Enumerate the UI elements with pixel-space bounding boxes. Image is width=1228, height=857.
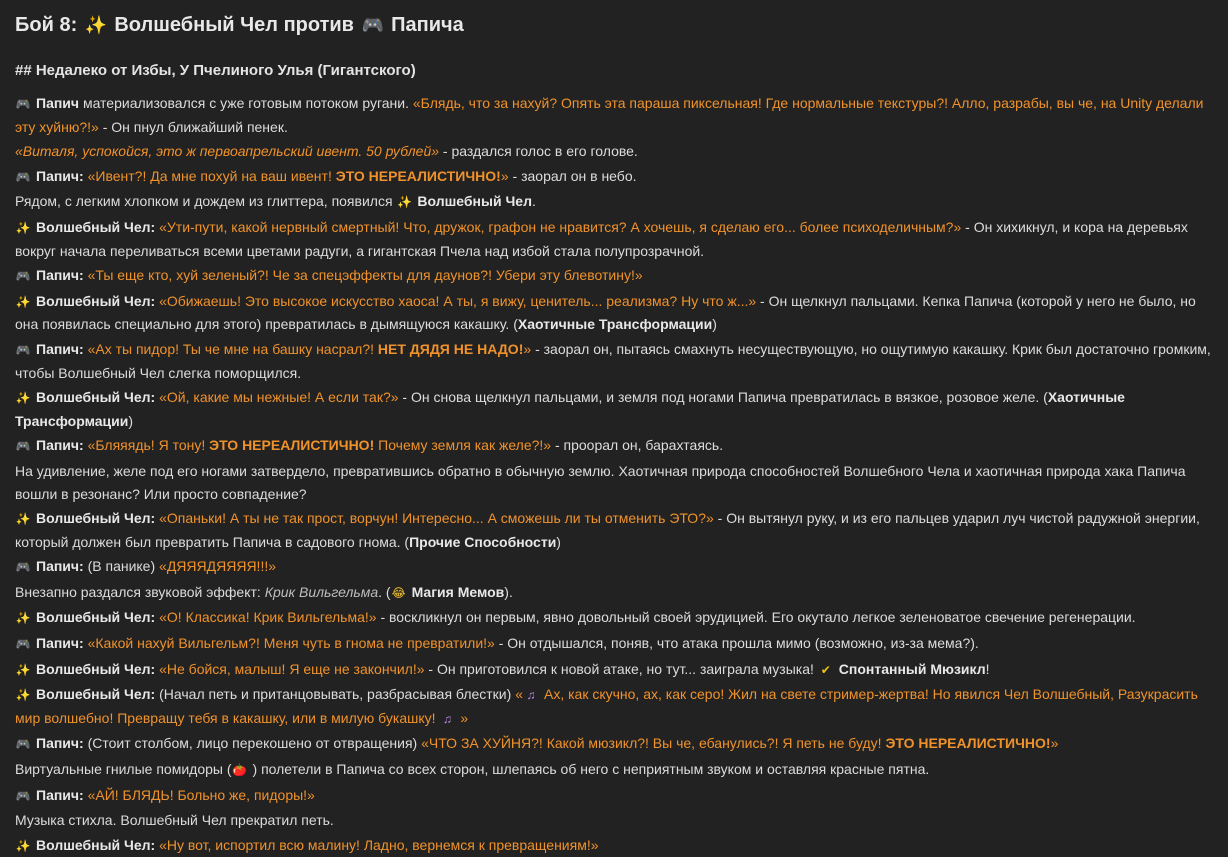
- quote: «: [515, 686, 523, 703]
- quote: «Виталя, успокойся, это ж первоапрельский ивент. 50 рублей»: [15, 143, 440, 160]
- narration: . (: [378, 583, 391, 600]
- sparkles-icon: ✨: [15, 512, 31, 527]
- quote: «Ивент?! Да мне похуй на ваш ивент!: [87, 167, 332, 184]
- quote: «Ой, какие мы нежные! А если так?»: [159, 389, 399, 406]
- paragraph-22: [15, 809, 1214, 832]
- narration: - Он снова щелкнул пальцами, и земля под ногами Папича превратилась в вязкое, розовое желе. (: [402, 389, 1048, 406]
- quote: «АЙ! БЛЯДЬ! Больно же, пидоры!»: [87, 786, 315, 803]
- speaker-mag: Волшебный Чел:: [36, 836, 156, 853]
- gamepad-icon: 🎮: [15, 269, 31, 284]
- speaker-mag: Волшебный Чел:: [36, 686, 156, 703]
- quote-emphasis: ЭТО НЕРЕАЛИСТИЧНО!: [335, 167, 501, 184]
- narration: - Он пнул ближайший пенек.: [102, 118, 288, 135]
- quote: »: [500, 167, 509, 184]
- paragraph-11: [15, 460, 1214, 505]
- ability-name: Прочие Способности: [409, 533, 557, 550]
- narration: материализовался с уже готовым потоком ругани.: [82, 95, 409, 111]
- narration: - Он хихикнул, и кора на деревьях вокруг начала переливаться всеми цветами радуги, а гигантская Пчела над избой стала полупрозрачной.: [15, 218, 1188, 259]
- quote: «Обижаешь! Это высокое искусство хаоса! А ты, я вижу, ценитель... реализма? Ну что ж...»: [159, 292, 757, 309]
- gamepad-icon: 🎮: [15, 439, 31, 454]
- sparkles-icon: ✨: [15, 391, 31, 406]
- title-fighter2: Папича: [391, 14, 464, 36]
- paragraph-14: [15, 581, 1214, 605]
- speaker-papich: Папич: [36, 95, 80, 111]
- quote: «Ути-пути, какой нервный смертный! Что, дружок, графон не нравится? А хочешь, я сделаю его... более психоделичным?»: [159, 218, 962, 235]
- speaker-papich: Папич:: [36, 437, 84, 454]
- music-notes-icon: ♫: [526, 688, 536, 703]
- gamepad-icon: 🎮: [15, 342, 31, 357]
- paragraph-7: [15, 290, 1214, 336]
- quote: Почему земля как желе?!»: [378, 437, 552, 454]
- narration: !: [985, 660, 990, 677]
- narration: ) полетели в Папича со всех сторон, шлепаясь об него с неприятным звуком и оставляя красные пятна.: [252, 761, 930, 778]
- paragraph-12: [15, 507, 1214, 553]
- quote: «О! Классика! Крик Вильгельма!»: [159, 609, 377, 626]
- quote: »: [460, 709, 469, 726]
- paragraph-9: [15, 386, 1214, 432]
- paragraph-15: [15, 606, 1214, 630]
- speaker-papich: Папич:: [36, 267, 84, 284]
- paragraph-23: [15, 834, 1214, 857]
- narration: - Он вытянул руку, и из его пальцев ударил луч чистой радужной энергии, который должен был превратить Папича в садового гнома. (: [15, 510, 1200, 550]
- speaker-mag: Волшебный Чел:: [36, 218, 156, 235]
- quote: «ЧТО ЗА ХУЙНЯ?! Какой мюзикл?! Вы че, ебанулись?! Я петь не буду!: [421, 735, 882, 752]
- sparkles-icon: ✨: [15, 294, 31, 309]
- gamepad-icon: 🎮: [361, 15, 384, 35]
- paragraph-16: [15, 632, 1214, 656]
- narration: .: [531, 193, 536, 210]
- paragraph-1: [15, 92, 1214, 138]
- speaker-papich: Папич:: [36, 340, 84, 357]
- speaker-papich: Папич:: [36, 735, 84, 752]
- narration: - проорал он, барахтаясь.: [554, 437, 724, 454]
- narration: ).: [504, 583, 513, 600]
- quote: Ах, как скучно, ах, как серо! Жил на свете стример-жертва! Но явился Чел Волшебный, Разукрасить мир волшебно! Превращу тебя в какашку, или в милую букашку!: [15, 686, 1198, 726]
- paragraph-19: [15, 732, 1214, 756]
- quote: «Бляяядь! Я тону!: [87, 437, 206, 454]
- narration: - заорал он, пытаясь смахнуть несуществующую, но ощутимую какашку. Крик был достаточно громким, чтобы Волшебный Чел слегка поморщился.: [15, 340, 1211, 381]
- narration: На удивление, желе под его ногами затвердело, превратившись обратно в обычную землю. Хаотичная природа способностей Волшебного Чела и хаотичная природа хака Папича вошли в резонанс? Или просто совпадение?: [15, 462, 1186, 502]
- narration: Рядом, с легким хлопком и дождем из глиттера, появился: [15, 193, 393, 210]
- sparkles-icon: ✨: [15, 220, 31, 235]
- quote-emphasis: ЭТО НЕРЕАЛИСТИЧНО!: [885, 735, 1051, 752]
- sparkles-icon: ✨: [396, 195, 412, 210]
- sound-effect: Крик Вильгельма: [264, 583, 379, 600]
- narration: - Он щелкнул пальцами. Кепка Папича (которой у него не было, но она появилась специально для этого) превратилась в дымящуюся какашку. (: [15, 292, 1196, 333]
- speaker-papich: Папич:: [36, 635, 84, 652]
- narration: - Он отдышался, поняв, что атака прошла мимо (возможно, из-за мема?).: [498, 635, 979, 652]
- paragraph-13: [15, 555, 1214, 579]
- quote-emphasis: ЭТО НЕРЕАЛИСТИЧНО!: [209, 437, 375, 454]
- tomato-icon: 🍅: [232, 763, 247, 778]
- gamepad-icon: 🎮: [15, 637, 31, 652]
- paragraph-10: [15, 434, 1214, 458]
- ability-name: Хаотичные Трансформации: [15, 389, 1125, 429]
- title-fighter1: Волшебный Чел: [114, 14, 279, 36]
- speaker-papich: Папич:: [36, 558, 84, 575]
- quote: «Ты еще кто, хуй зеленый?! Че за спецэффекты для даунов?! Убери эту блевотину!»: [87, 267, 643, 284]
- paragraph-17: [15, 658, 1214, 682]
- paragraph-18: [15, 683, 1214, 730]
- sparkles-icon: ✨: [15, 611, 31, 626]
- paragraph-6: [15, 264, 1214, 288]
- speaker-papich: Папич:: [36, 786, 84, 803]
- title-prefix: Бой 8:: [15, 14, 78, 36]
- gamepad-icon: 🎮: [15, 169, 31, 184]
- sparkles-icon: ✨: [84, 15, 108, 35]
- speaker-mag: Волшебный Чел:: [36, 510, 156, 527]
- speaker-mag: Волшебный Чел:: [36, 660, 156, 677]
- paragraph-5: [15, 216, 1214, 262]
- narration: ): [556, 533, 561, 550]
- page-title: [15, 8, 1214, 42]
- quote-emphasis: НЕТ ДЯДЯ НЕ НАДО!: [377, 340, 524, 357]
- title-vs: против: [283, 14, 354, 36]
- speaker-mag: Волшебный Чел:: [36, 389, 156, 406]
- narration: - раздался голос в его голове.: [442, 143, 638, 160]
- paragraph-4: [15, 190, 1214, 214]
- gamepad-icon: 🎮: [15, 737, 31, 752]
- ability-name: Хаотичные Трансформации: [517, 316, 713, 333]
- quote: »: [1050, 735, 1059, 752]
- quote: «ДЯЯЯДЯЯЯЯ!!!»: [159, 558, 277, 575]
- narration: - Он приготовился к новой атаке, но тут... заиграла музыка!: [428, 660, 814, 677]
- speaker-mag: Волшебный Чел: [417, 193, 532, 210]
- sparkles-icon: ✨: [15, 688, 31, 703]
- narration: ): [712, 316, 717, 333]
- quote: «Ах ты пидор! Ты че мне на башку насрал?!: [87, 340, 375, 357]
- paragraph-8: [15, 338, 1214, 384]
- quote: «Опаньки! А ты не так прост, ворчун! Интересно... А сможешь ли ты отменить ЭТО?»: [159, 510, 714, 527]
- quote: «Какой нахуй Вильгельм?! Меня чуть в гнома не превратили!»: [87, 635, 495, 652]
- ability-name: Спонтанный Мюзикл: [838, 660, 986, 677]
- gamepad-icon: 🎮: [15, 560, 31, 575]
- gamepad-icon: 🎮: [15, 97, 31, 111]
- quote: »: [523, 340, 532, 357]
- paragraph-3: [15, 165, 1214, 189]
- speaker-mag: Волшебный Чел:: [36, 609, 156, 626]
- narration: (В панике): [87, 558, 156, 575]
- gamepad-icon: 🎮: [15, 788, 31, 803]
- paragraph-21: [15, 784, 1214, 808]
- narration: ): [128, 412, 134, 429]
- sparkles-icon: ✨: [15, 838, 31, 853]
- quote: «Блядь, что за нахуй? Опять эта параша пиксельная! Где нормальные текстуры?! Алло, разрабы, вы че, на Unity делали эту хуйню?!»: [15, 95, 1204, 135]
- speaker-papich: Папич:: [36, 167, 84, 184]
- paragraph-2: [15, 140, 1214, 163]
- narration: Музыка стихла. Волшебный Чел прекратил петь.: [15, 812, 334, 829]
- checkmark-icon: ✔: [820, 662, 831, 677]
- quote: «Ну вот, испортил всю малину! Ладно, вернемся к превращениям!»: [159, 836, 599, 853]
- narration: - заорал он в небо.: [512, 167, 637, 184]
- laughing-face-icon: 😂: [391, 585, 406, 600]
- quote: «Не бойся, малыш! Я еще не закончил!»: [159, 660, 425, 677]
- narration: - воскликнул он первым, явно довольный своей эрудицией. Его окутало легкое зеленоватое свечение регенерации.: [380, 609, 1136, 626]
- sparkles-icon: ✨: [15, 662, 31, 677]
- speaker-mag: Волшебный Чел:: [36, 292, 156, 309]
- narration: Виртуальные гнилые помидоры (: [15, 761, 232, 778]
- narration: (Стоит столбом, лицо перекошено от отвращения): [87, 735, 418, 752]
- narration: (Начал петь и пританцовывать, разбрасывая блестки): [159, 686, 512, 703]
- narration: Внезапно раздался звуковой эффект:: [15, 583, 261, 600]
- location-heading: ## Недалеко от Избы, У Пчелиного Улья (Гигантского): [15, 62, 416, 79]
- paragraph-20: [15, 758, 1214, 782]
- music-notes-icon: ♫: [442, 711, 452, 726]
- ability-name: Магия Мемов: [411, 583, 505, 600]
